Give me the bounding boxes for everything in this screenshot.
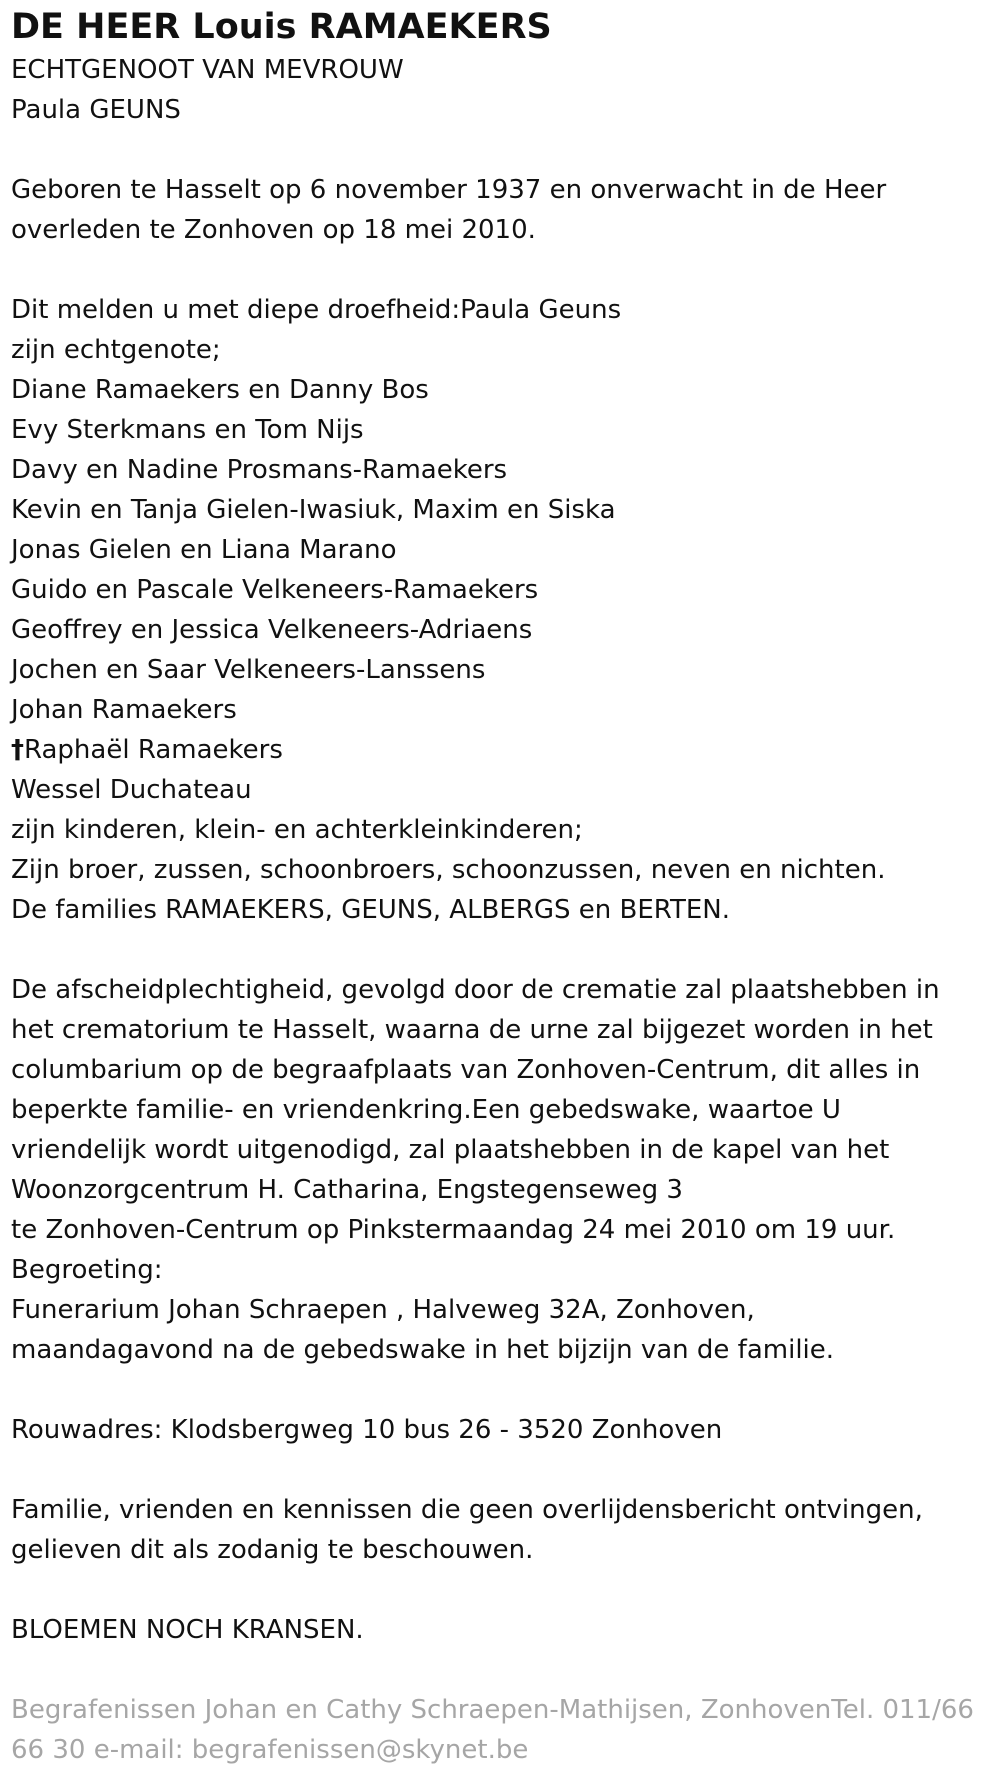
spacer — [11, 1370, 996, 1410]
ceremony-line: De afscheidplechtigheid, gevolgd door de crematie zal plaatshebben in — [11, 975, 940, 1005]
ceremony-line: Begroeting: — [11, 1255, 163, 1285]
spouse-name: Paula GEUNS — [11, 95, 181, 125]
family-member: Davy en Nadine Prosmans-Ramaekers — [11, 455, 508, 485]
ceremony-section — [11, 970, 996, 1370]
family-member: Wessel Duchateau — [11, 775, 252, 805]
notice-title: DE HEER Louis RAMAEKERS — [11, 7, 552, 47]
spacer — [11, 130, 996, 170]
cross-icon: † — [11, 735, 24, 765]
family-member: Guido en Pascale Velkeneers-Ramaekers — [11, 575, 539, 605]
ceremony-line: het crematorium te Hasselt, waarna de urne zal bijgezet worden in het — [11, 1015, 933, 1045]
flowers-note: BLOEMEN NOCH KRANSEN. — [11, 1615, 364, 1645]
family-member: zijn echtgenote; — [11, 335, 221, 365]
notice-line: gelieven dit als zodanig te beschouwen. — [11, 1535, 534, 1565]
footer-line: Begrafenissen Johan en Cathy Schraepen-Mathijsen, ZonhovenTel. 011/66 — [11, 1695, 974, 1725]
family-member: Johan Ramaekers — [11, 695, 237, 725]
footer-line: 66 30 e-mail: begrafenissen@skynet.be — [11, 1735, 529, 1765]
family-list — [11, 290, 996, 930]
deceased-name: Raphaël Ramaekers — [24, 735, 283, 765]
ceremony-line: columbarium op de begraafplaats van Zonhoven-Centrum, dit alles in — [11, 1055, 921, 1085]
ceremony-line: beperkte familie- en vriendenkring.Een gebedswake, waartoe U — [11, 1095, 841, 1125]
mourning-address: Rouwadres: Klodsbergweg 10 bus 26 - 3520 Zonhoven — [11, 1415, 723, 1445]
family-member: Evy Sterkmans en Tom Nijs — [11, 415, 364, 445]
family-member: Jonas Gielen en Liana Marano — [11, 535, 397, 565]
ceremony-line: te Zonhoven-Centrum op Pinkstermaandag 24 mei 2010 om 19 uur. — [11, 1215, 896, 1245]
spacer — [11, 1650, 996, 1690]
family-member: De families RAMAEKERS, GEUNS, ALBERGS en BERTEN. — [11, 895, 730, 925]
family-member: zijn kinderen, klein- en achterkleinkinderen; — [11, 815, 583, 845]
birth-text-line: Geboren te Hasselt op 6 november 1937 en onverwacht in de Heer — [11, 175, 887, 205]
ceremony-line: vriendelijk wordt uitgenodigd, zal plaatshebben in de kapel van het — [11, 1135, 890, 1165]
spacer — [11, 1450, 996, 1490]
family-intro: Dit melden u met diepe droefheid:Paula Geuns — [11, 295, 622, 325]
notice-line: Familie, vrienden en kennissen die geen overlijdensbericht ontvingen, — [11, 1495, 923, 1525]
obituary-notice — [11, 0, 996, 1770]
birth-text-line: overleden te Zonhoven op 18 mei 2010. — [11, 215, 536, 245]
ceremony-line: Woonzorgcentrum H. Catharina, Engstegenseweg 3 — [11, 1175, 683, 1205]
family-member-deceased — [11, 730, 996, 770]
spouse-label: ECHTGENOOT VAN MEVROUW — [11, 55, 404, 85]
spacer — [11, 250, 996, 290]
funeral-home-footer — [11, 1690, 996, 1770]
family-member: Zijn broer, zussen, schoonbroers, schoonzussen, neven en nichten. — [11, 855, 886, 885]
family-member: Kevin en Tanja Gielen-Iwasiuk, Maxim en Siska — [11, 495, 616, 525]
family-member: Geoffrey en Jessica Velkeneers-Adriaens — [11, 615, 533, 645]
ceremony-line: maandagavond na de gebedswake in het bijzijn van de familie. — [11, 1335, 835, 1365]
ceremony-line: Funerarium Johan Schraepen , Halveweg 32A, Zonhoven, — [11, 1295, 755, 1325]
family-member: Jochen en Saar Velkeneers-Lanssens — [11, 655, 486, 685]
spacer — [11, 930, 996, 970]
spacer — [11, 1570, 996, 1610]
family-member: Diane Ramaekers en Danny Bos — [11, 375, 429, 405]
